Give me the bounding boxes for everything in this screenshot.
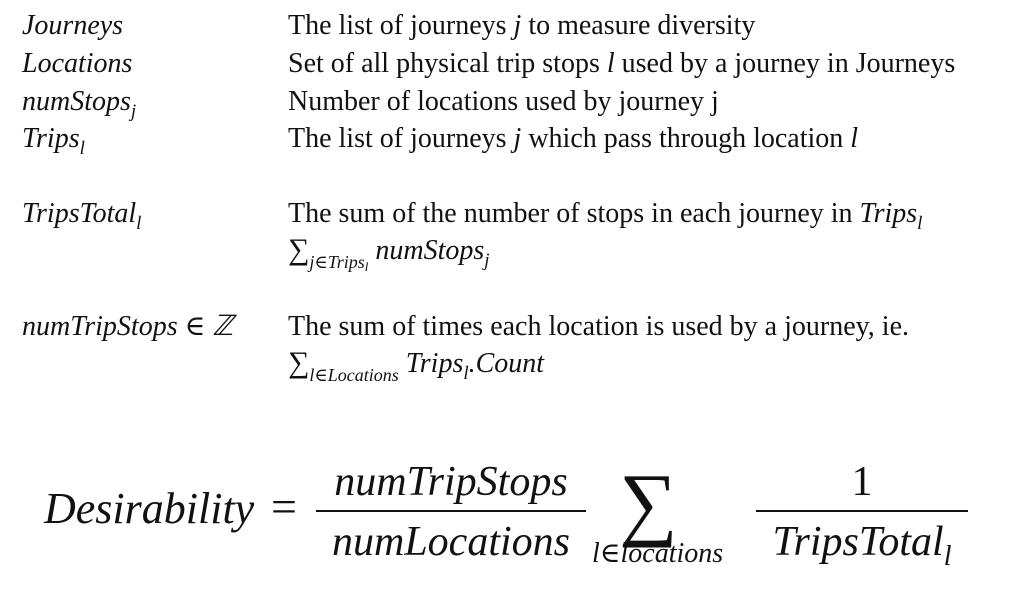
fraction-numerator: 1 xyxy=(851,459,873,505)
term-numtripstops: numTripStops ∈ ℤ xyxy=(22,311,234,342)
desc-trips: The list of journeys j which pass through location l xyxy=(288,123,859,154)
desc-numtripstops: The sum of times each location is used by a journey, ie. xyxy=(288,311,910,342)
fraction-bar xyxy=(316,510,586,512)
term-locations: Locations xyxy=(22,48,133,79)
summation-limit: l∈locations xyxy=(592,538,724,569)
term-numstops: numStops$_j$ xyxy=(22,86,137,122)
fraction-denominator: TripsTotal$_l$ xyxy=(772,519,952,572)
formula-lhs: Desirability xyxy=(44,484,255,533)
formula-equals: = xyxy=(271,481,297,532)
fraction-one-over-tripstotal xyxy=(756,458,968,581)
sum-tripstotal: $\sum_{j\in Tripsl}$ numStops$_j$ xyxy=(288,233,490,274)
fraction-numtripstops-over-numlocations xyxy=(316,458,586,566)
sum-numtripstops: $\sum_{l\in Locations}$ Trips$_l$.Count xyxy=(288,346,545,385)
term-tripstotal: TripsTotal$_l$ xyxy=(22,198,142,234)
desc-tripstotal: The sum of the number of stops in each journey in Trips$_l$ xyxy=(288,198,923,234)
term-trips: Trips$_l$ xyxy=(22,123,85,159)
desc-numstops: Number of locations used by journey j xyxy=(288,86,719,117)
fraction-denominator: numLocations xyxy=(331,519,570,565)
desirability-formula xyxy=(44,440,1024,590)
desc-locations: Set of all physical trip stops l used by a journey in Journeys xyxy=(288,48,956,79)
desc-journeys: The list of journeys j to measure diversity xyxy=(288,10,756,41)
fraction-bar xyxy=(756,510,968,512)
fraction-numerator: numTripStops xyxy=(334,459,568,505)
term-journeys: Journeys xyxy=(22,10,124,41)
summation-sigma: ∑ xyxy=(619,457,678,548)
